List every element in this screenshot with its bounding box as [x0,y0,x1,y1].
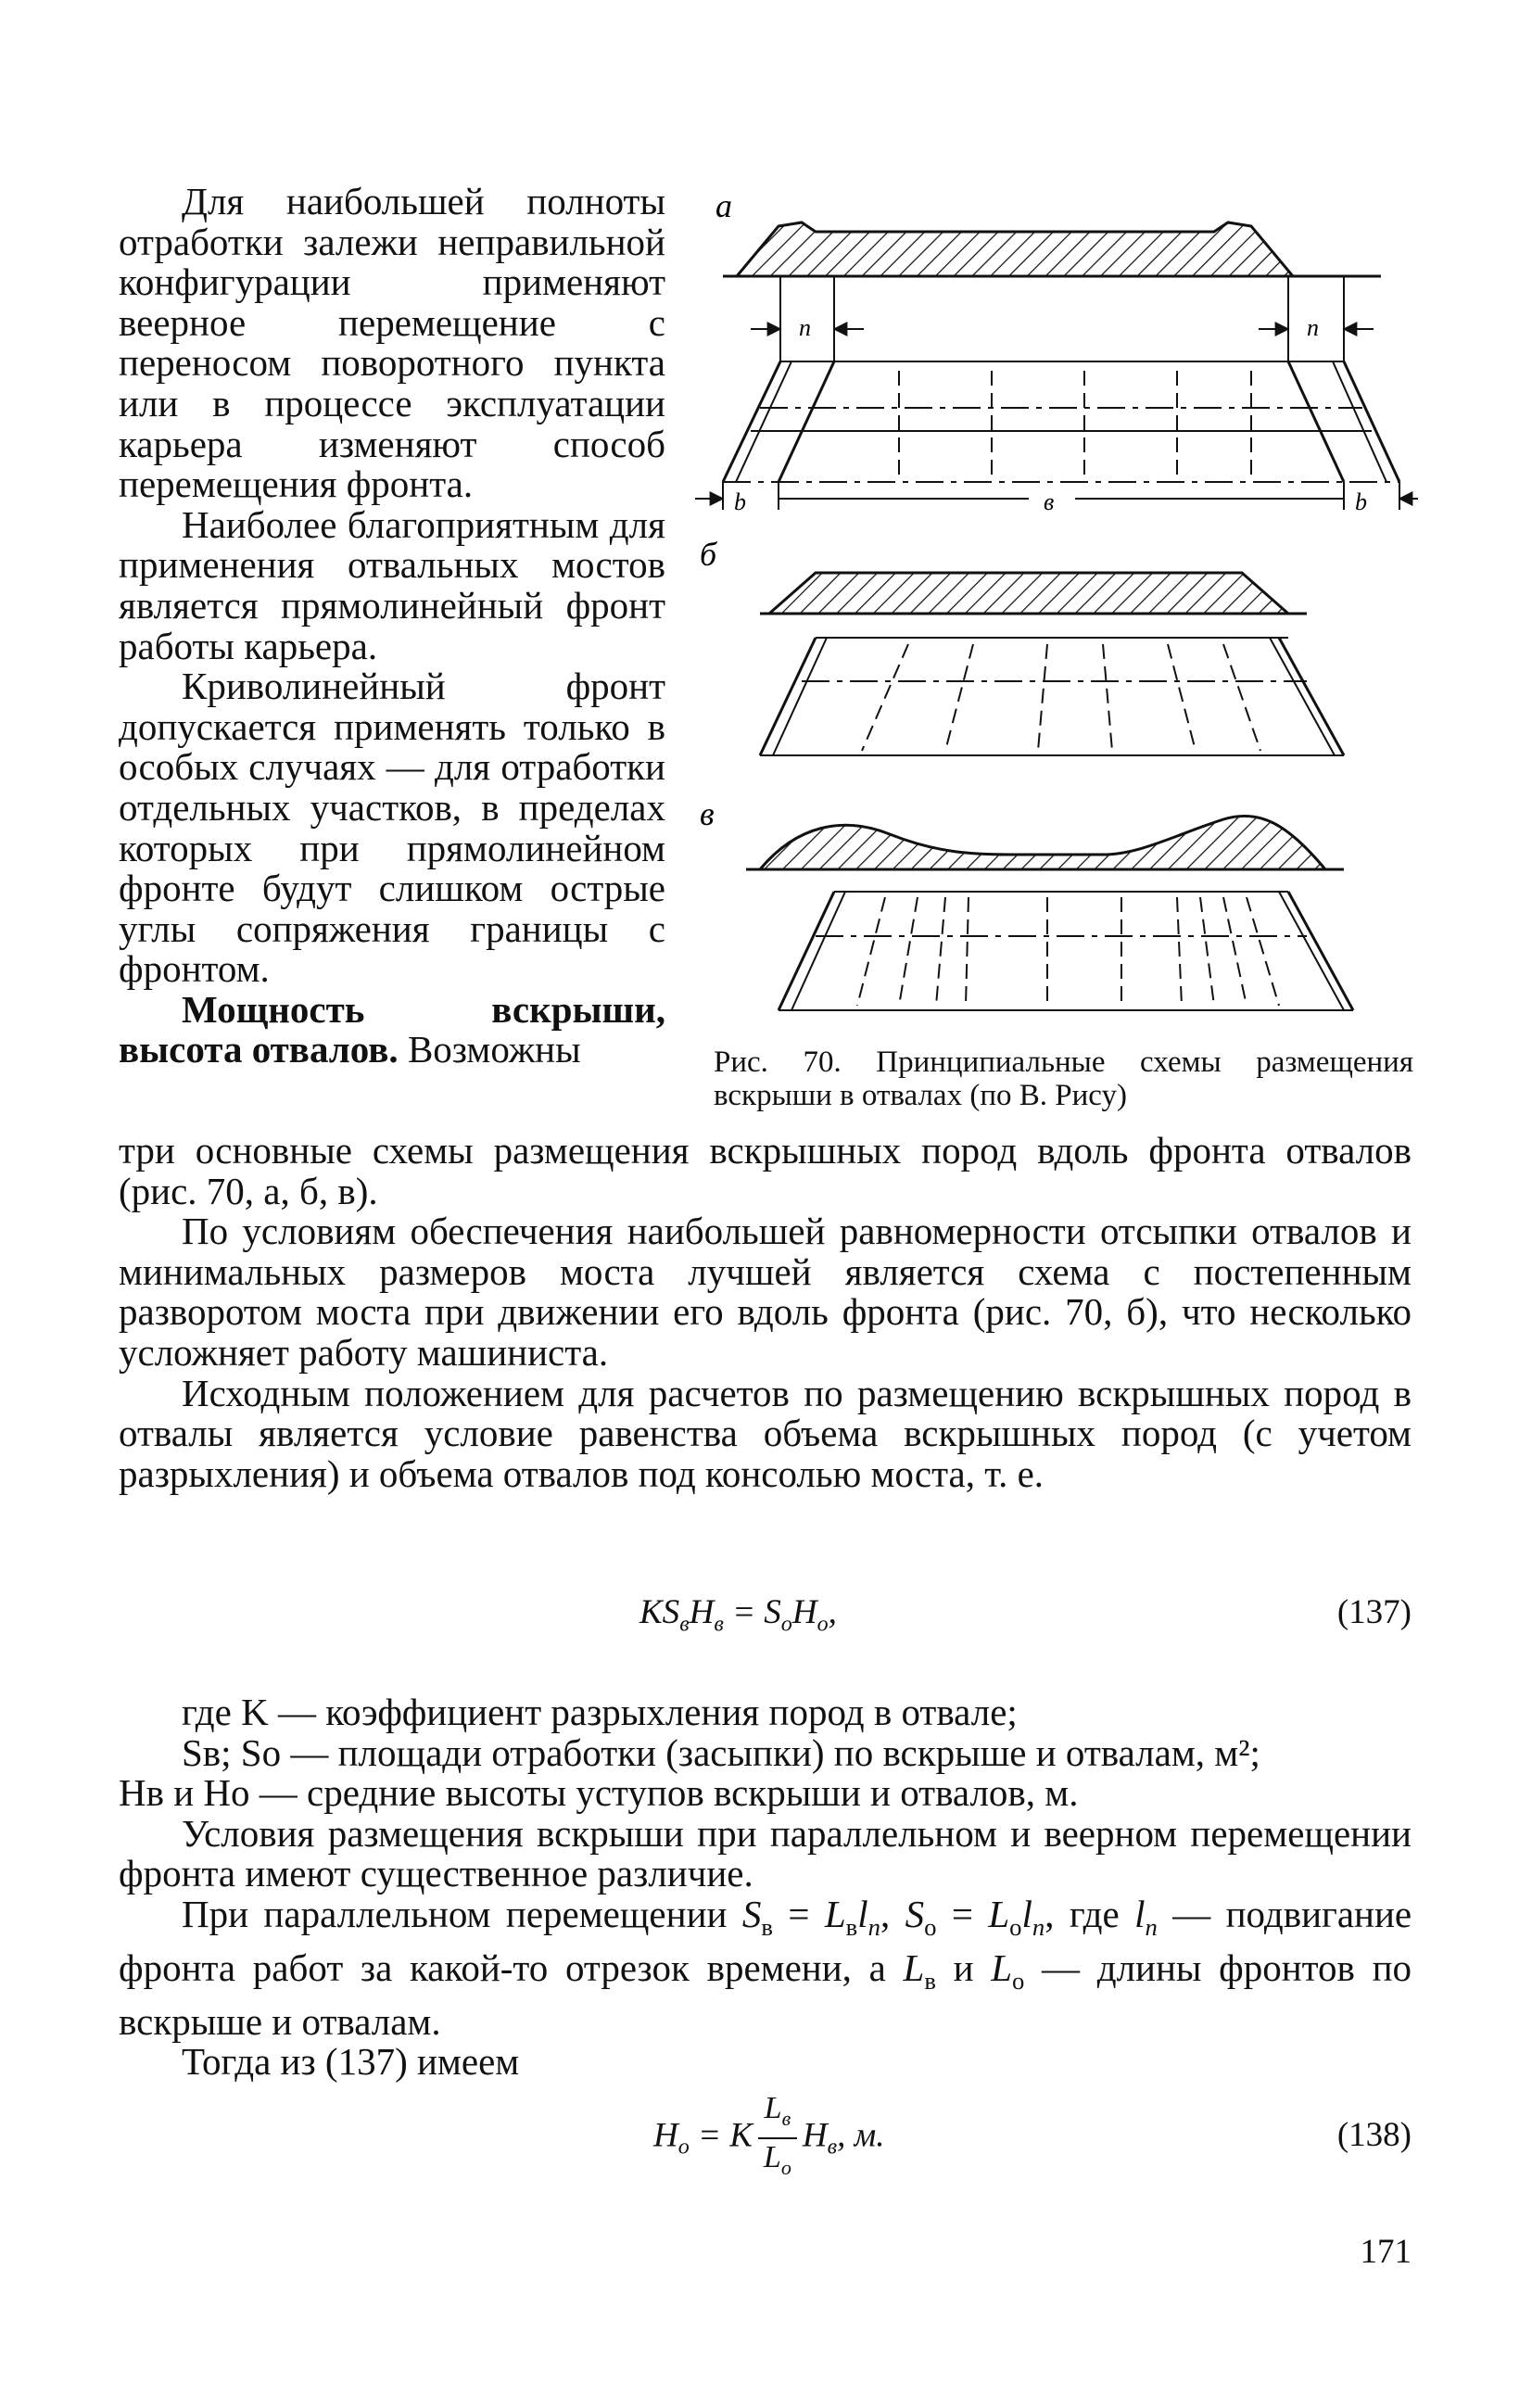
paragraph-then: Тогда из (137) имеем [182,2040,520,2084]
section-heading: Мощность вскрыши, высота отвалов. [119,987,665,1071]
dim-b-right: b [1355,488,1367,515]
page-number: 171 [1360,2233,1412,2271]
scheme-v [746,816,1353,1010]
left-column [119,182,665,1071]
figure-70 [695,185,1418,1038]
equation-number-138: (138) [1336,2116,1412,2154]
equation-number-137: (137) [1336,1593,1412,1631]
paragraph-conditions: Условия размещения вскрыши при параллельном и веерном перемещении фронта имеют существенное различие. [119,1811,1412,1895]
where-s: Sв; Sо — площади отработки (засыпки) по вскрыше и отвалам, м²; [182,1730,1260,1774]
parallel-text-b: где [1069,1892,1120,1935]
paragraph-rectilinear-front: Наиболее благоприятным для применения отвальных мостов является прямолинейный фронт работы карьера. [119,502,665,667]
heading-continuation: Возможны [407,1028,581,1071]
figure-label-a: а [715,187,732,224]
body-text-top [119,1131,1412,1494]
paragraph-parallel-movement: При параллельном перемещении $S_в = L_вl_n$, $S_о = L_оl_n$, где $l_n$ — подвигание фронта работ за какой-то отрезок времени, а $L_в$ и $L_о$ — длины фронтов по вскрыше и отвалам. [119,1892,1412,2043]
where-k: где K — коэффициент разрыхления пород в отвале; [182,1691,1018,1733]
dim-v: в [1044,488,1055,515]
figure-caption: Рис. 70. Принципиальные схемы размещения вскрыши в отвалах (по В. Рису) [714,1046,1413,1112]
figure-label-v: в [700,795,715,832]
figure-label-b: б [700,536,717,573]
dim-n-left: n [799,314,811,341]
scheme-b [760,573,1344,755]
scheme-a [695,222,1418,515]
parallel-text-d: — длины фронтов по вскрыше и отвалам. [119,1945,1412,2043]
paragraph-uniformity: По условиям обеспечения наибольшей равномерности отсыпки отвалов и минимальных размеров моста лучшей является схема с постепенным разворотом моста при движении его вдоль фронта (рис. 70, б), что несколько усложняет работу машиниста. [119,1210,1412,1374]
parallel-text-c: — подвигание фронта работ за какой-то отрезок времени, а [119,1892,1412,1989]
parallel-text-a: При параллельном перемещении [182,1892,728,1935]
formula-138-unit: м. [854,2116,885,2155]
formula-138: $H_о = K$ $\frac{L_в}{L_о}$ $H_в$, м. [653,2091,885,2179]
formula-137: $KS_вH_в = S_оH_о$, [639,1593,837,1637]
dim-n-right: n [1307,314,1319,341]
paragraph-initial-position: Исходным положением для расчетов по размещению вскрышных пород в отвалы является условие равенства объема вскрышных пород (с учетом разрыхления) и объема отвалов под консолью моста, т. е. [119,1371,1412,1495]
paragraph-fan-movement: Для наибольшей полноты отработки залежи неправильной конфигурации применяют веерное перемещение с переносом поворотного пункта или в процессе эксплуатации карьера изменяют способ перемещения фронта. [119,180,665,506]
paragraph-curvilinear-front: Криволинейный фронт допускается применять только в особых случаях — для отработки отдельных участков, в пределах которых при прямолинейном фронте будут слишком острые углы сопряжения границы с фронтом. [119,665,665,991]
where-h: Hв и Hо — средние высоты уступов вскрыши и отвалов, м. [119,1771,1079,1815]
paragraph-three-schemes: три основные схемы размещения вскрышных пород вдоль фронта отвалов (рис. 70, а, б, в). [119,1129,1412,1212]
dim-b-left: b [734,488,746,515]
body-text-middle [119,1692,1412,2083]
paragraph-overburden-heading [119,987,665,1071]
